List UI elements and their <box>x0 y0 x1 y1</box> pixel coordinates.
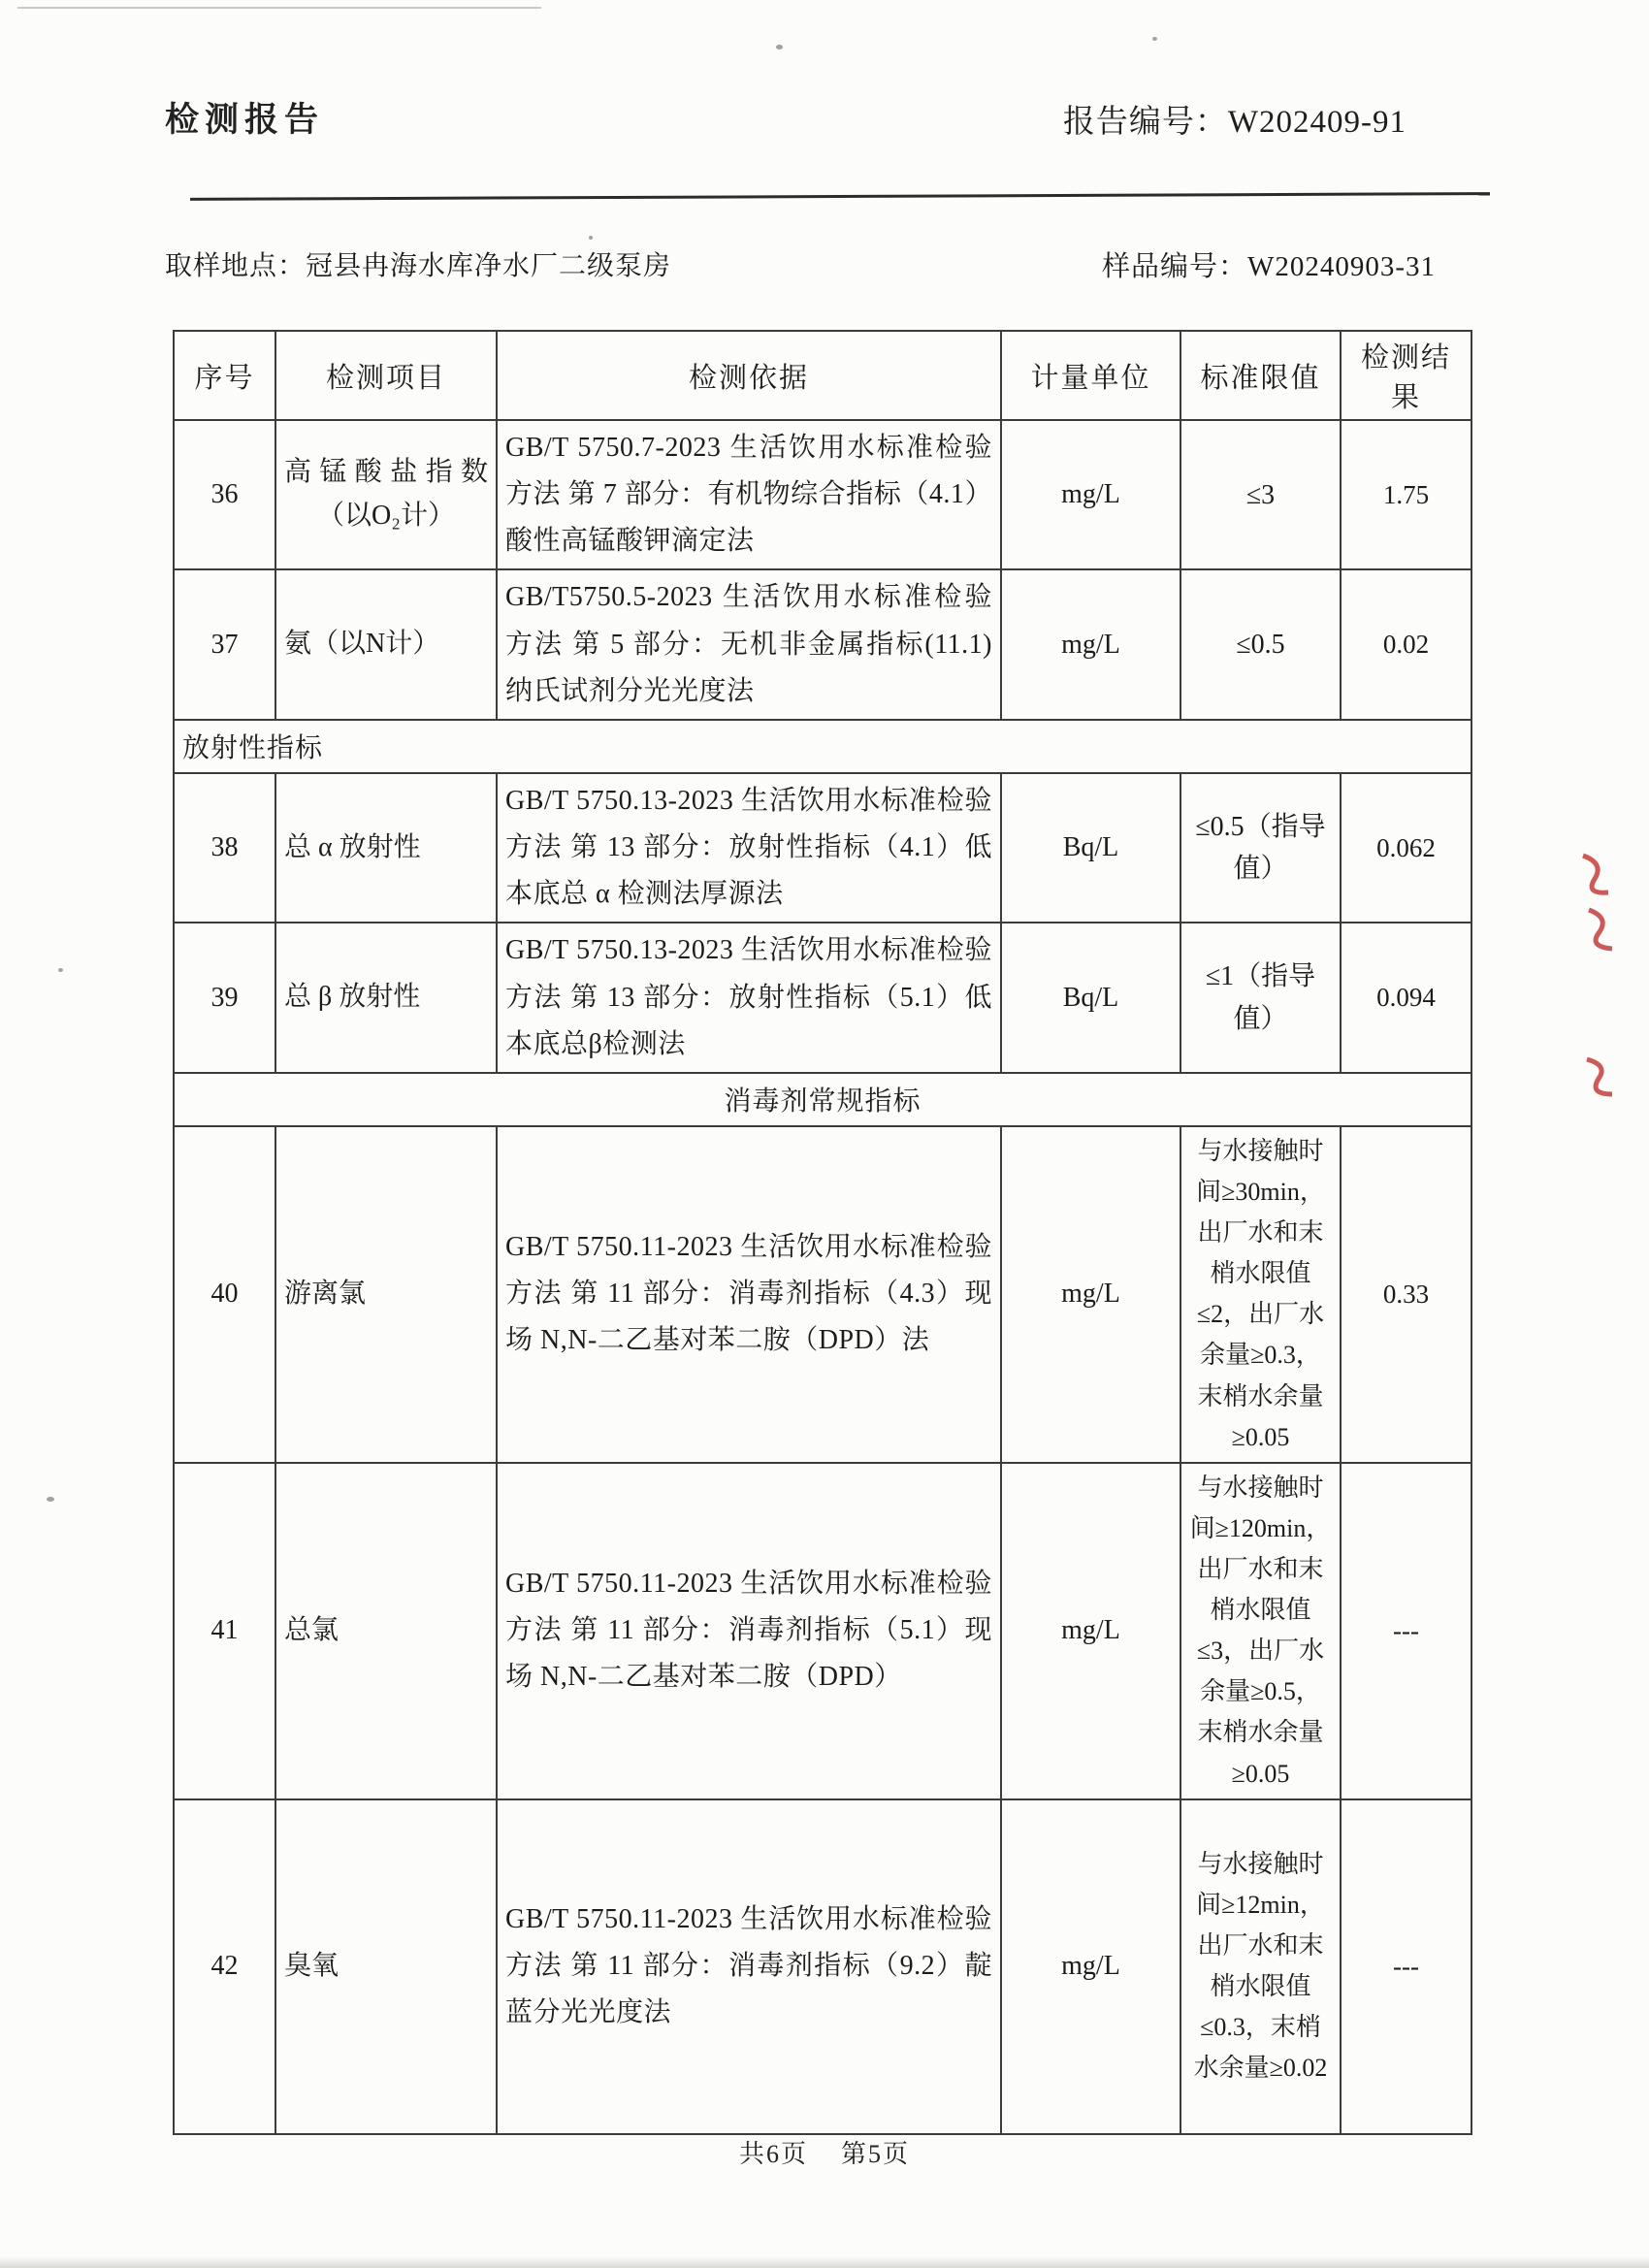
table-row <box>174 923 1471 1072</box>
row-limit: ≤0.5（指导值） <box>1180 773 1341 923</box>
row-no: 42 <box>174 1799 275 2134</box>
col-header-item: 检测项目 <box>275 331 497 420</box>
row-basis: GB/T 5750.11-2023 生活饮用水标准检验方法 第 11 部分：消毒剂指标（4.3）现场 N,N-二乙基对苯二胺（DPD）法 <box>497 1126 1001 1463</box>
table-row <box>174 420 1471 569</box>
test-results-table <box>173 330 1472 2135</box>
scan-artifact-speck <box>1152 37 1157 41</box>
scan-artifact-speck <box>58 968 63 972</box>
row-no: 40 <box>174 1126 275 1463</box>
row-unit: Bq/L <box>1001 923 1180 1072</box>
sample-number: 样品编号：W20240903-31 <box>1101 251 1436 282</box>
table-row <box>174 569 1471 719</box>
footer-total-pages: 共6页 <box>738 2140 808 2168</box>
row-basis: GB/T 5750.13-2023 生活饮用水标准检验方法 第 13 部分：放射性指标（5.1）低本底总β检测法 <box>497 923 1001 1072</box>
scan-artifact-speck <box>589 236 593 240</box>
page-footer <box>0 2134 1649 2170</box>
row-result: --- <box>1341 1463 1471 1799</box>
row-basis: GB/T 5750.11-2023 生活饮用水标准检验方法 第 11 部分：消毒剂指标（9.2）靛蓝分光光度法 <box>497 1799 1001 2134</box>
table-row <box>174 1463 1471 1799</box>
section-label: 消毒剂常规指标 <box>174 1073 1471 1126</box>
scan-artifact-bottom-shade <box>0 2256 1649 2268</box>
report-header <box>165 93 1406 142</box>
row-no: 39 <box>174 923 275 1072</box>
section-label: 放射性指标 <box>174 720 1471 773</box>
row-no: 37 <box>174 569 275 719</box>
col-header-basis: 检测依据 <box>497 331 1001 420</box>
row-basis: GB/T5750.5-2023 生活饮用水标准检验方法 第 5 部分：无机非金属指标(11.1)纳氏试剂分光光度法 <box>497 569 1001 719</box>
page-title: 检测报告 <box>165 101 325 139</box>
table-header-row <box>174 331 1471 420</box>
row-unit: mg/L <box>1001 1126 1180 1463</box>
row-item: 氨（以N计） <box>275 569 497 719</box>
row-item: 高锰酸盐指数（以O₂计） <box>275 420 497 569</box>
row-basis: GB/T 5750.11-2023 生活饮用水标准检验方法 第 11 部分：消毒剂指标（5.1）现场 N,N-二乙基对苯二胺（DPD） <box>497 1463 1001 1799</box>
row-result: 0.062 <box>1341 773 1471 923</box>
row-item: 总氯 <box>275 1463 497 1799</box>
row-unit: Bq/L <box>1001 773 1180 923</box>
col-header-limit: 标准限值 <box>1180 331 1341 420</box>
row-item: 总 β 放射性 <box>275 923 497 1072</box>
scan-artifact-speck <box>776 45 783 49</box>
table-row <box>174 773 1471 923</box>
row-unit: mg/L <box>1001 1799 1180 2134</box>
section-row-disinfectant <box>174 1073 1471 1126</box>
row-limit: 与水接触时间≥12min，出厂水和末梢水限值≤0.3，末梢水余量≥0.02 <box>1180 1799 1341 2134</box>
scan-artifact-red-mark <box>1581 1052 1616 1102</box>
row-no: 38 <box>174 773 275 923</box>
row-limit: ≤1（指导值） <box>1180 923 1341 1072</box>
row-result: --- <box>1341 1799 1471 2134</box>
header-divider <box>190 192 1490 201</box>
row-limit: ≤0.5 <box>1180 569 1341 719</box>
row-result: 1.75 <box>1341 420 1471 569</box>
row-result: 0.33 <box>1341 1126 1471 1463</box>
col-header-unit: 计量单位 <box>1001 331 1180 420</box>
row-unit: mg/L <box>1001 420 1180 569</box>
row-item: 臭氧 <box>275 1799 497 2134</box>
row-limit: 与水接触时间≥120min，出厂水和末梢水限值≤3，出厂水余量≥0.5，末梢水余量≥0.05 <box>1180 1463 1341 1799</box>
row-limit: ≤3 <box>1180 420 1341 569</box>
table-row <box>174 1126 1471 1463</box>
row-no: 41 <box>174 1463 275 1799</box>
sample-info-row <box>165 244 1436 284</box>
table-row <box>174 1799 1471 2134</box>
scan-artifact-top-edge <box>17 7 541 9</box>
row-basis: GB/T 5750.7-2023 生活饮用水标准检验方法 第 7 部分：有机物综合指标（4.1）酸性高锰酸钾滴定法 <box>497 420 1001 569</box>
row-item: 总 α 放射性 <box>275 773 497 923</box>
row-item: 游离氯 <box>275 1126 497 1463</box>
row-result: 0.094 <box>1341 923 1471 1072</box>
scan-artifact-speck <box>47 1497 54 1502</box>
col-header-no: 序号 <box>174 331 275 420</box>
row-unit: mg/L <box>1001 1463 1180 1799</box>
sampling-location: 取样地点：冠县冉海水库净水厂二级泵房 <box>165 251 672 281</box>
col-header-result: 检测结果 <box>1341 331 1471 420</box>
section-row-radioactive <box>174 720 1471 773</box>
footer-current-page: 第5页 <box>841 2140 911 2168</box>
report-number: 报告编号：W202409-91 <box>1062 105 1406 140</box>
scan-artifact-red-mark <box>1575 850 1616 956</box>
row-unit: mg/L <box>1001 569 1180 719</box>
row-limit: 与水接触时间≥30min，出厂水和末梢水限值≤2，出厂水余量≥0.3，末梢水余量≥0.05 <box>1180 1126 1341 1463</box>
row-basis: GB/T 5750.13-2023 生活饮用水标准检验方法 第 13 部分：放射性指标（4.1）低本底总 α 检测法厚源法 <box>497 773 1001 923</box>
row-result: 0.02 <box>1341 569 1471 719</box>
row-no: 36 <box>174 420 275 569</box>
